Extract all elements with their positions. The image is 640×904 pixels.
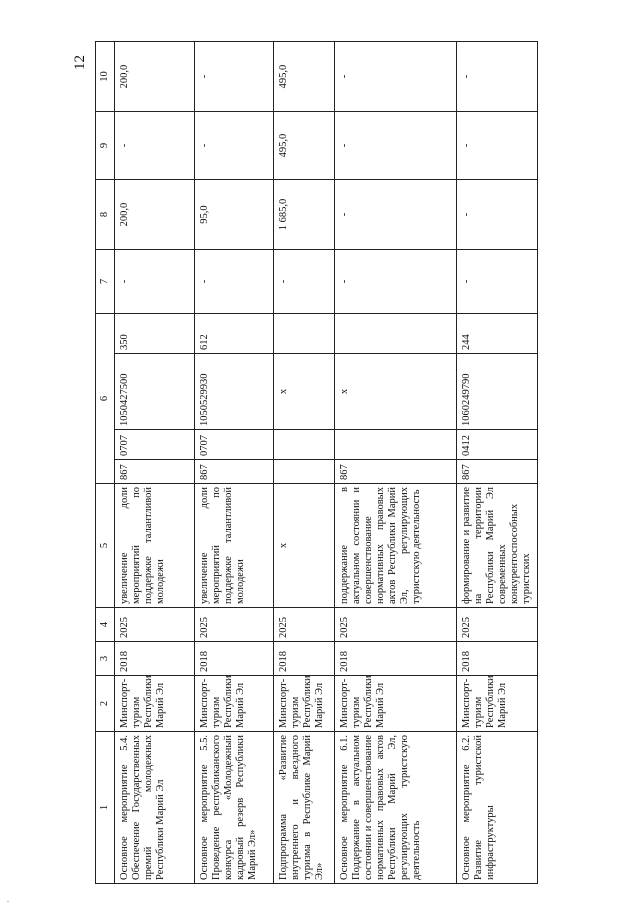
cell: Минспорт-туризм Республики Марий Эл: [335, 676, 457, 732]
cell: 495,0: [274, 112, 335, 180]
cell: -: [457, 180, 538, 250]
cell: Минспорт-туризм Республики Марий Эл: [274, 676, 335, 732]
table-row: [335, 42, 457, 884]
cell: 1060249790: [457, 354, 538, 430]
cell: 612: [195, 314, 274, 354]
cell: 2025: [115, 608, 195, 642]
cell: формирование и развитие на территории Республики Марий Эл современных конкурентоспособных туристских: [457, 484, 538, 608]
cell: [274, 314, 335, 354]
cell: 2025: [195, 608, 274, 642]
cell: х: [274, 484, 335, 608]
cell: 867: [335, 460, 457, 484]
cell: Основное мероприятие 6.2. Развитие туристской инфраструктуры: [457, 732, 538, 884]
page-number: 12: [72, 55, 88, 70]
cell: -: [195, 250, 274, 314]
cell: -: [335, 42, 457, 112]
cell: 95,0: [195, 180, 274, 250]
col-header-7: 7: [96, 250, 115, 314]
col-header-8: 8: [96, 180, 115, 250]
cell: 1 685,0: [274, 180, 335, 250]
cell: [274, 430, 335, 460]
cell: х: [335, 354, 457, 430]
program-activities-table: [95, 41, 538, 884]
cell: 0707: [115, 430, 195, 460]
cell: -: [457, 42, 538, 112]
cell: 867: [115, 460, 195, 484]
cell: 200,0: [115, 180, 195, 250]
cell: 244: [457, 314, 538, 354]
cell: 2018: [274, 642, 335, 676]
cell: 1050529930: [195, 354, 274, 430]
header-row: [96, 42, 115, 884]
table-row: [274, 42, 335, 884]
col-header-3: 3: [96, 642, 115, 676]
col-header-2: 2: [96, 676, 115, 732]
cell: -: [457, 112, 538, 180]
cell: 2018: [335, 642, 457, 676]
col-header-6: 6: [96, 314, 115, 484]
cell: увеличение доли мероприятий по поддержке талантливой молодежи: [195, 484, 274, 608]
cell: 2018: [115, 642, 195, 676]
cell: -: [115, 112, 195, 180]
cell: 2018: [457, 642, 538, 676]
col-header-4: 4: [96, 608, 115, 642]
cell: Основное мероприятие 5.5. Проведение республиканского конкурса «Молодежный кадровый резерв Республики Марий Эл»: [195, 732, 274, 884]
cell: -: [335, 180, 457, 250]
cell: х: [274, 354, 335, 430]
cell: 350: [115, 314, 195, 354]
col-header-5: 5: [96, 484, 115, 608]
table-row: [457, 42, 538, 884]
cell: 867: [195, 460, 274, 484]
cell: -: [195, 42, 274, 112]
cell: -: [457, 250, 538, 314]
col-header-1: 1: [96, 732, 115, 884]
table-row: [195, 42, 274, 884]
cell: [335, 430, 457, 460]
cell: Минспорт-туризм Республики Марий Эл: [115, 676, 195, 732]
cell: Минспорт-туризм Республики Марий Эл: [457, 676, 538, 732]
rotated-table-wrapper: [95, 42, 531, 884]
cell: 2025: [457, 608, 538, 642]
cell: Минспорт-туризм Республики Марий Эл: [195, 676, 274, 732]
cell: 2018: [195, 642, 274, 676]
cell: [335, 314, 457, 354]
cell: -: [335, 112, 457, 180]
col-header-9: 9: [96, 112, 115, 180]
cell: 2025: [335, 608, 457, 642]
cell: 1050427500: [115, 354, 195, 430]
cell: 200,0: [115, 42, 195, 112]
cell: 0412: [457, 430, 538, 460]
cell: -: [274, 250, 335, 314]
col-header-10: 10: [96, 42, 115, 112]
cell: увеличение доли мероприятий по поддержке талантливой молодежи: [115, 484, 195, 608]
cell: 0707: [195, 430, 274, 460]
cell: Основное мероприятие 5.4. Обеспечение Государственных премий молодежных Республики Марий Эл: [115, 732, 195, 884]
cell: Подпрограмма «Развитие внутреннего и въездного туризма в Республике Марий Эл»: [274, 732, 335, 884]
cell: 867: [457, 460, 538, 484]
cell: -: [115, 250, 195, 314]
cell: 495,0: [274, 42, 335, 112]
cell: -: [335, 250, 457, 314]
cell: [274, 460, 335, 484]
scan-mark: .: [7, 895, 9, 904]
cell: Основное мероприятие 6.1. Поддержание в актуальном состоянии и совершенствование нормативных правовых актов Республики Марий Эл, регулирующих туристскую деятельность: [335, 732, 457, 884]
cell: 2025: [274, 608, 335, 642]
cell: -: [195, 112, 274, 180]
cell: поддержание в актуальном состоянии и совершенствование нормативных правовых актов Республики Марий Эл, регулирующих туристскую деятельность: [335, 484, 457, 608]
table-row: [115, 42, 195, 884]
